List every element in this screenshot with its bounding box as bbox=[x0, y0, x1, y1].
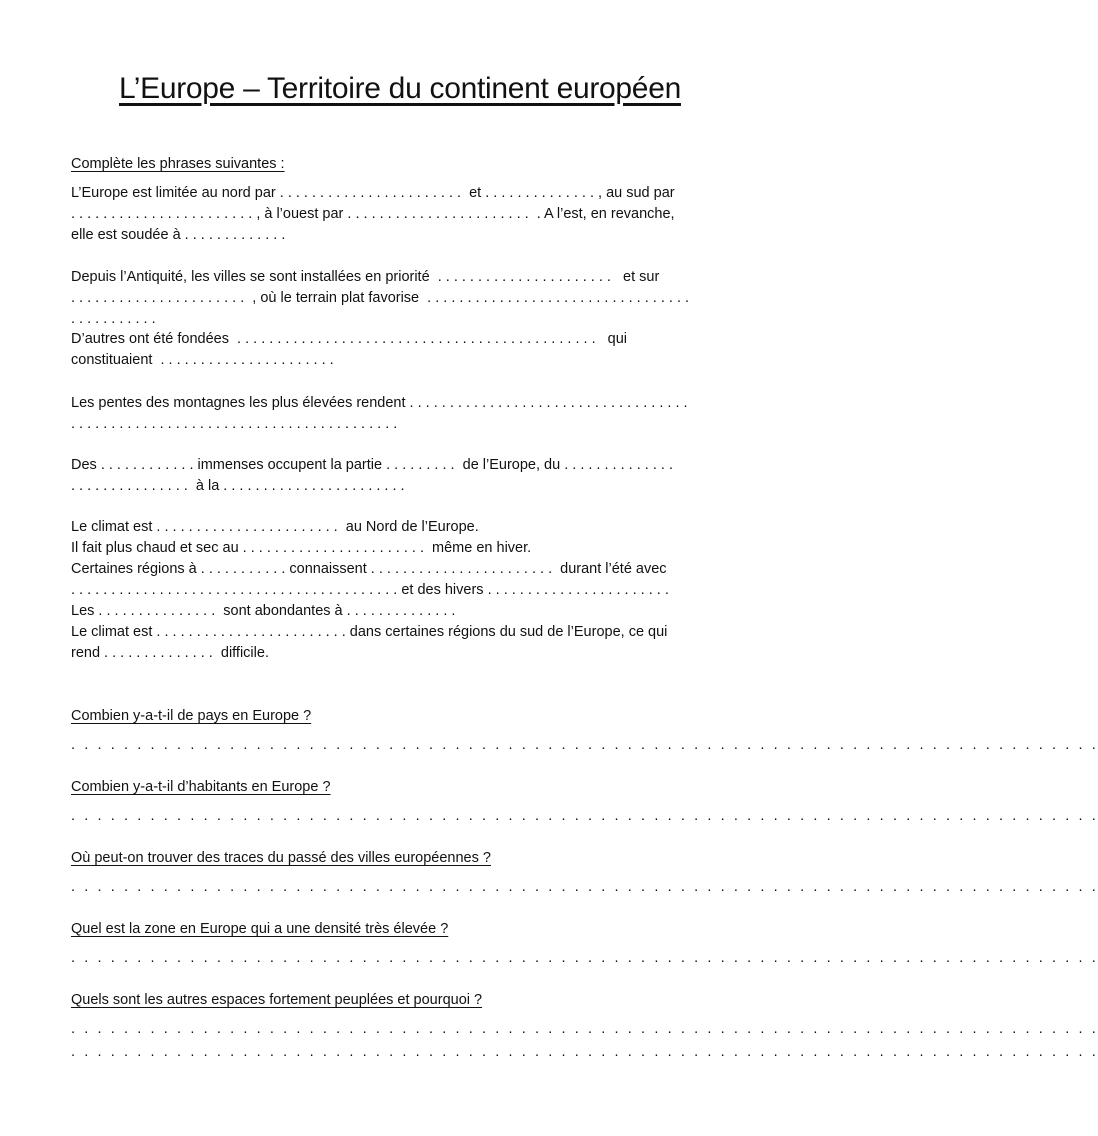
exercise-line: elle est soudée à . . . . . . . . . . . . . bbox=[71, 227, 286, 243]
exercise-line: constituaient . . . . . . . . . . . . . . . . . . . . . . bbox=[71, 352, 334, 368]
exercise-line: Depuis l’Antiquité, les villes se sont installées en priorité . . . . . . . . . . . . . . . . . . . . . . et sur bbox=[71, 269, 660, 285]
answer-line[interactable]: . . . . . . . . . . . . . . . . . . . . . . . . . . . . . . . . . . . . . . . . . . . . . . . . . . . . . . . . . . . . . . . . . . . . . . . . . . . . . . bbox=[71, 1044, 1098, 1060]
exercise-line: rend . . . . . . . . . . . . . . difficile. bbox=[71, 645, 269, 661]
exercise-line: Des . . . . . . . . . . . . immenses occupent la partie . . . . . . . . . de l’Europe, du . . . . . . . . . . . . . . bbox=[71, 457, 673, 473]
exercise-heading: Complète les phrases suivantes : bbox=[71, 156, 285, 172]
answer-line[interactable]: . . . . . . . . . . . . . . . . . . . . . . . . . . . . . . . . . . . . . . . . . . . . . . . . . . . . . . . . . . . . . . . . . . . . . . . . . . . . . . bbox=[71, 950, 1098, 966]
exercise-line: . . . . . . . . . . . bbox=[71, 311, 156, 327]
exercise-line: Le climat est . . . . . . . . . . . . . . . . . . . . . . . . dans certaines régions du sud de l’Europe, ce qui bbox=[71, 624, 668, 640]
answer-line[interactable]: . . . . . . . . . . . . . . . . . . . . . . . . . . . . . . . . . . . . . . . . . . . . . . . . . . . . . . . . . . . . . . . . . . . . . . . . . . . . . . bbox=[71, 1021, 1098, 1037]
page-title: L’Europe – Territoire du continent européen bbox=[119, 72, 681, 105]
question-text: Combien y-a-t-il d’habitants en Europe ? bbox=[71, 779, 331, 795]
question-text: Quels sont les autres espaces fortement peuplées et pourquoi ? bbox=[71, 992, 483, 1008]
exercise-line: Les . . . . . . . . . . . . . . . sont abondantes à . . . . . . . . . . . . . . bbox=[71, 603, 456, 619]
exercise-line: . . . . . . . . . . . . . . . . . . . . . . . . . . . . . . . . . . . . . . . . . bbox=[71, 416, 398, 432]
question-text: Combien y-a-t-il de pays en Europe ? bbox=[71, 708, 312, 724]
answer-line[interactable]: . . . . . . . . . . . . . . . . . . . . . . . . . . . . . . . . . . . . . . . . . . . . . . . . . . . . . . . . . . . . . . . . . . . . . . . . . . . . . . bbox=[71, 879, 1098, 895]
exercise-line: . . . . . . . . . . . . . . . à la . . . . . . . . . . . . . . . . . . . . . . . bbox=[71, 478, 405, 494]
exercise-line: Le climat est . . . . . . . . . . . . . . . . . . . . . . . au Nord de l’Europe. bbox=[71, 519, 479, 535]
exercise-line: . . . . . . . . . . . . . . . . . . . . . . , où le terrain plat favorise . . . . . . . . . . . . . . . . . . . . . . . . . . . . . . . . . bbox=[71, 290, 690, 306]
exercise-line: L’Europe est limitée au nord par . . . . . . . . . . . . . . . . . . . . . . . et . . . . . . . . . . . . . . , au sud par bbox=[71, 185, 675, 201]
exercise-line: Les pentes des montagnes les plus élevées rendent . . . . . . . . . . . . . . . . . . . . . . . . . . . . . . . . . . . bbox=[71, 395, 688, 411]
answer-line[interactable]: . . . . . . . . . . . . . . . . . . . . . . . . . . . . . . . . . . . . . . . . . . . . . . . . . . . . . . . . . . . . . . . . . . . . . . . . . . . . . . bbox=[71, 737, 1098, 753]
question-text: Quel est la zone en Europe qui a une densité très élevée ? bbox=[71, 921, 449, 937]
exercise-line: . . . . . . . . . . . . . . . . . . . . . . . . . . . . . . . . . . . . . . . . . et des hivers . . . . . . . . . . . . . . . . . . . . . . . bbox=[71, 582, 669, 598]
exercise-line: Il fait plus chaud et sec au . . . . . . . . . . . . . . . . . . . . . . . même en hiver. bbox=[71, 540, 532, 556]
question-text: Où peut-on trouver des traces du passé des villes européennes ? bbox=[71, 850, 491, 866]
exercise-line: D’autres ont été fondées . . . . . . . . . . . . . . . . . . . . . . . . . . . . . . . . . . . . . . . . . . . . . qui bbox=[71, 331, 628, 347]
answer-line[interactable]: . . . . . . . . . . . . . . . . . . . . . . . . . . . . . . . . . . . . . . . . . . . . . . . . . . . . . . . . . . . . . . . . . . . . . . . . . . . . . . bbox=[71, 808, 1098, 824]
exercise-line: Certaines régions à . . . . . . . . . . . connaissent . . . . . . . . . . . . . . . . . . . . . . . durant l’été avec bbox=[71, 561, 667, 577]
exercise-line: . . . . . . . . . . . . . . . . . . . . . . . , à l’ouest par . . . . . . . . . . . . . . . . . . . . . . . . A l’est, en revanche, bbox=[71, 206, 675, 222]
